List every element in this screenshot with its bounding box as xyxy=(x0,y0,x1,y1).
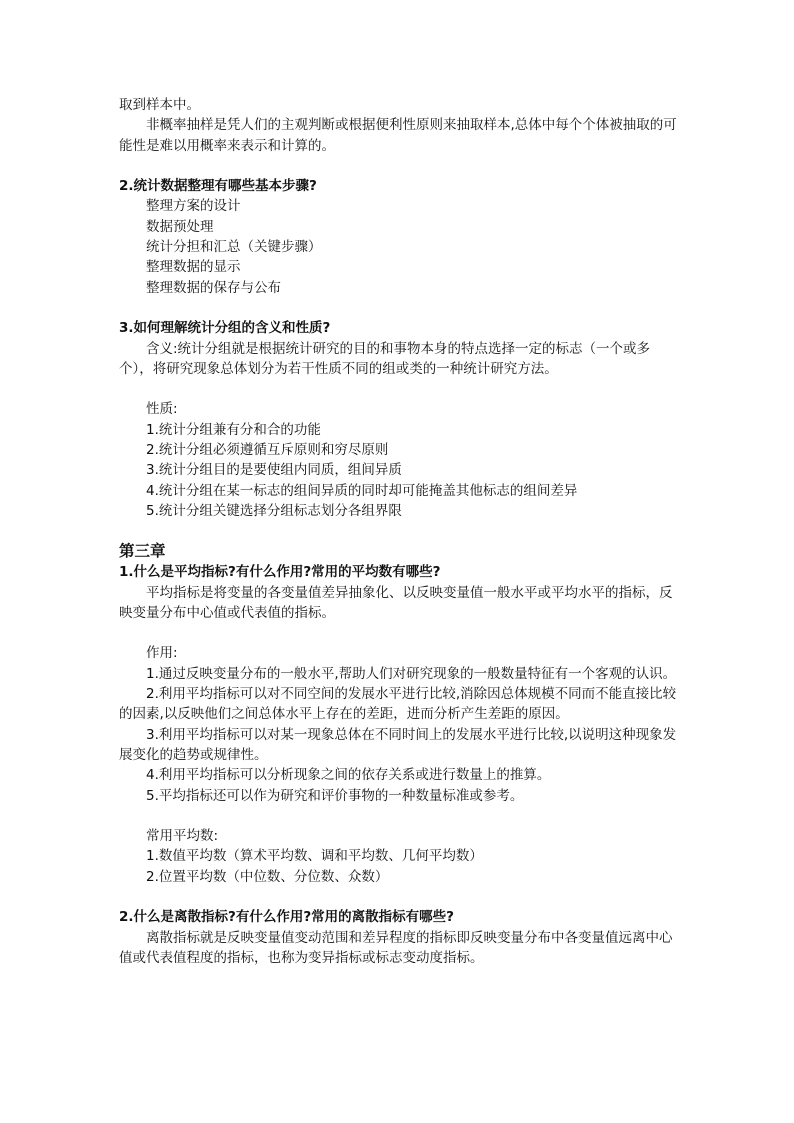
nature-label: 性质: xyxy=(146,401,178,418)
chapter3-question-2-heading: 2.什么是离散指标?有什么作用?常用的离散指标有哪些? xyxy=(119,909,455,926)
question-2-heading: 2.统计数据整理有哪些基本步骤? xyxy=(119,178,317,195)
nature-item: 3.统计分组目的是要使组内同质，组间异质 xyxy=(146,462,402,479)
step-item: 整理数据的显示 xyxy=(146,259,241,276)
chapter3-question-1-heading: 1.什么是平均指标?有什么作用?常用的平均数有哪些? xyxy=(119,564,441,581)
use-item: 1.通过反映变量分布的一般水平,帮助人们对研究现象的一般数量特征有一个客观的认识。 xyxy=(146,665,677,682)
nature-item: 5.统计分组关键选择分组标志划分各组界限 xyxy=(146,502,402,519)
nature-item: 2.统计分组必须遵循互斥原则和穷尽原则 xyxy=(146,442,389,459)
intro-line: 取到样本中。 xyxy=(119,97,200,113)
chapter-3-heading: 第三章 xyxy=(119,542,166,561)
use-item: 2.利用平均指标可以对不同空间的发展水平进行比较,消除因总体规模不同而不能直接比较的因素,以反映他们之间总体水平上存在的差距，进而分析产生差距的原因。 xyxy=(119,686,677,723)
average-indicator-definition: 平均指标是将变量的各变量值差异抽象化、以反映变量值一般水平或平均水平的指标，反映变量分布中心值或代表值的指标。 xyxy=(119,584,673,621)
step-item: 整理方案的设计 xyxy=(146,198,241,215)
use-item: 3.利用平均指标可以对某一现象总体在不同时间上的发展水平进行比较,以说明这种现象发展变化的趋势或规律性。 xyxy=(119,726,677,763)
question-3-heading: 3.如何理解统计分组的含义和性质? xyxy=(119,320,331,337)
use-item: 5.平均指标还可以作为研究和评价事物的一种数量标准或参考。 xyxy=(146,787,524,804)
step-item: 整理数据的保存与公布 xyxy=(146,279,281,296)
document-body xyxy=(119,95,679,968)
nonprobability-sampling-paragraph: 非概率抽样是凭人们的主观判断或根据便利性原则来抽取样本,总体中每个个体被抽取的可能性是难以用概率来表示和计算的。 xyxy=(119,117,677,154)
step-item: 数据预处理 xyxy=(146,218,214,235)
common-average-item: 1.数值平均数（算术平均数、调和平均数、几何平均数） xyxy=(146,848,483,865)
step-item: 统计分担和汇总（关键步骤） xyxy=(146,239,322,256)
nature-item: 4.统计分组在某一标志的组间异质的同时却可能掩盖其他标志的组间差异 xyxy=(146,482,578,499)
dispersion-indicator-definition: 离散指标就是反映变量值变动范围和差异程度的指标即反映变量分布中各变量值远离中心值或代表值程度的指标，也称为变异指标或标志变动度指标。 xyxy=(119,929,673,966)
nature-item: 1.统计分组兼有分和合的功能 xyxy=(146,421,321,438)
common-average-item: 2.位置平均数（中位数、分位数、众数） xyxy=(146,868,389,885)
use-label: 作用: xyxy=(146,645,178,662)
grouping-meaning-paragraph: 含义:统计分组就是根据统计研究的目的和事物本身的特点选择一定的标志（一个或多个），将研究现象总体划分为若干性质不同的组或类的一种统计研究方法。 xyxy=(119,340,651,377)
common-averages-label: 常用平均数: xyxy=(146,828,219,845)
use-item: 4.利用平均指标可以分析现象之间的依存关系或进行数量上的推算。 xyxy=(146,767,551,784)
